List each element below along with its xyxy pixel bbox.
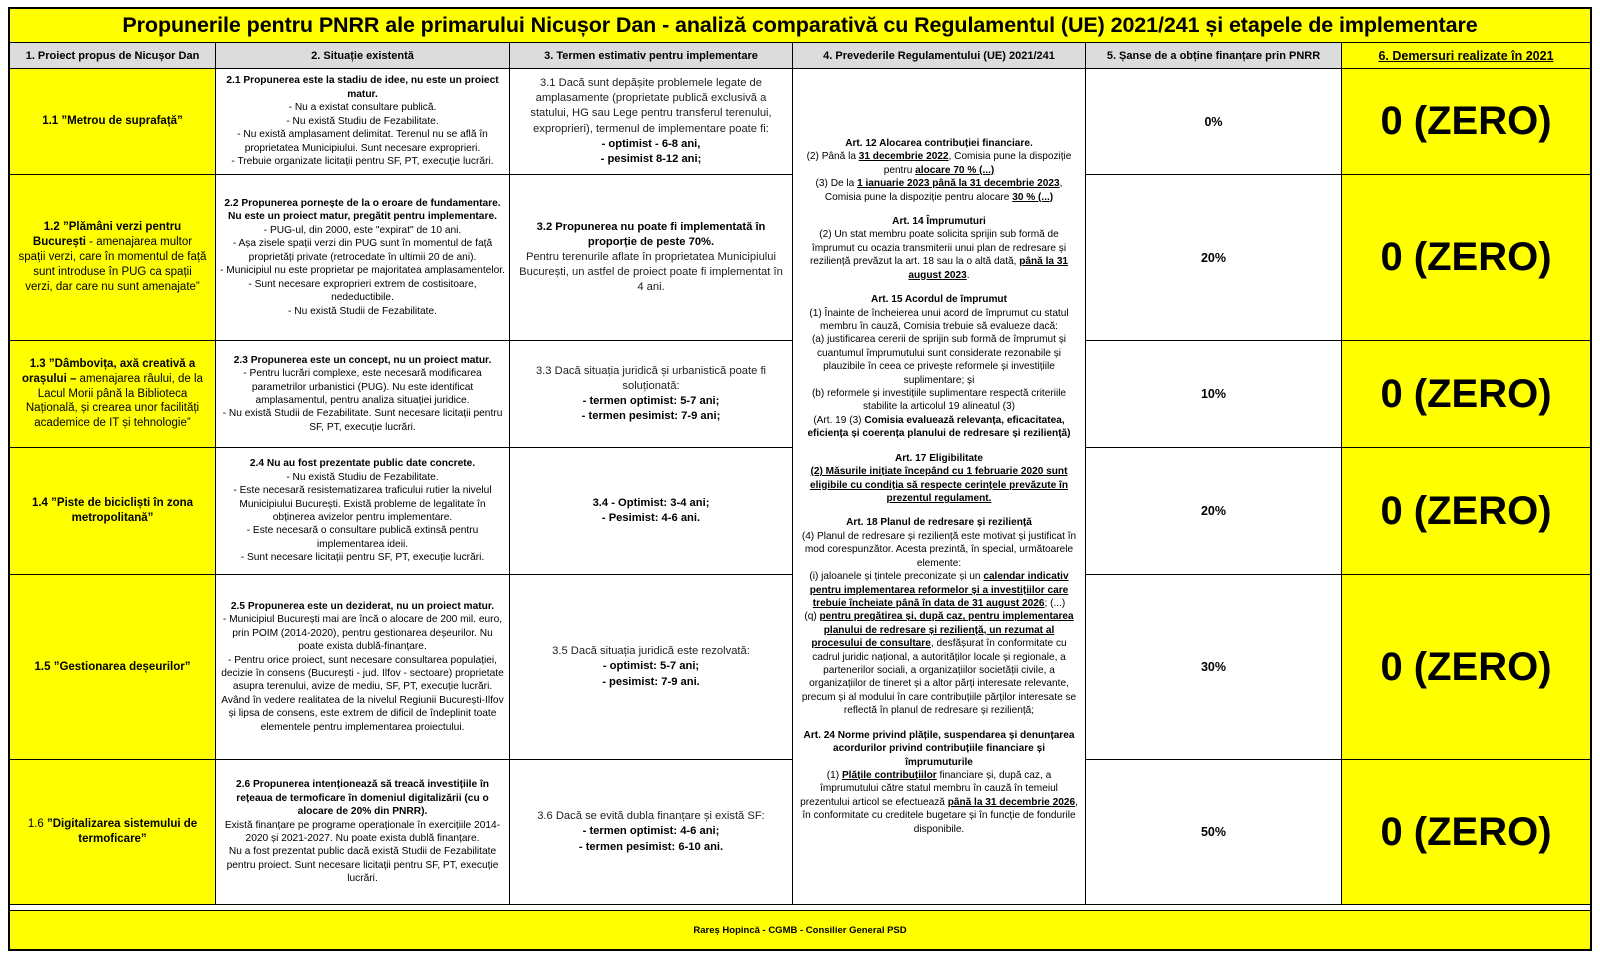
actions-value: 0 (ZERO) (1342, 760, 1590, 905)
term-text: 3.3 Dacă situația juridică și urbanistică poate fi soluționată: (535, 364, 767, 392)
regulation-text: ; (...) (1044, 597, 1066, 609)
project-title: 1.1 ”Metrou de suprafață” (42, 115, 183, 128)
comparison-table (10, 43, 1590, 910)
term-cell (510, 575, 793, 760)
project-number: 1.6 (27, 818, 47, 831)
footer-signature: Rareș Hopincă - CGMB - Consilier General PSD (10, 910, 1590, 949)
chance-value: 30% (1086, 575, 1342, 760)
term-cell (510, 341, 793, 448)
situation-heading: 2.3 Propunerea este un concept, nu un proiect matur. (233, 354, 492, 366)
regulation-art17-text (798, 465, 1080, 505)
column-header-project: 1. Proiect propus de Nicușor Dan (10, 43, 216, 69)
column-header-term: 3. Termen estimativ pentru implementare (510, 43, 793, 69)
project-title: 1.2 ”Plămâni verzi pentru București (32, 221, 182, 249)
term-text: 3.6 Dacă se evită dubla finanțare și există SF: (537, 810, 765, 823)
situation-cell (216, 341, 510, 448)
regulation-text: , Comisia pune la dispoziție pentru (883, 151, 1072, 176)
regulation-art12-p2 (798, 150, 1080, 177)
regulation-art12-title: Art. 12 Alocarea contribuției financiare. (845, 137, 1033, 149)
term-text: 3.5 Dacă situația juridică este rezolvată: (552, 645, 750, 658)
project-description: amenajarea râului, de la Lacul Morii până la Biblioteca Națională, și crearea unor facilități academice de IT și tehnologie” (25, 372, 203, 430)
regulation-deadline: până la 31 decembrie 2026 (947, 796, 1076, 808)
project-title: 1.4 ”Piste de bicicliști în zona metropolitană” (31, 497, 194, 524)
chance-value: 20% (1086, 448, 1342, 575)
term-cell (510, 175, 793, 341)
regulation-art24-text (798, 769, 1080, 836)
regulation-art18-text: (4) Planul de redresare și reziliență este motivat și justificat în mod corespunzător. Acesta prezintă, în special, următoarele elemente: (801, 530, 1077, 569)
chance-value: 0% (1086, 69, 1342, 175)
term-cell (510, 448, 793, 575)
situation-heading: 2.4 Nu au fost prezentate public date concrete. (249, 458, 476, 470)
column-header-actions-label: 6. Demersuri realizate în 2021 (1378, 48, 1554, 63)
situation-cell (216, 575, 510, 760)
regulation-deadline: 1 ianuarie 2023 până la 31 decembrie 2023 (857, 178, 1060, 190)
situation-details: - Nu a existat consultare publică. - Nu există Studiu de Fezabilitate. - Nu există amplasament delimitat. Terenul nu se află în proprietatea Municipiului. Sunt necesare exproprieri. - Trebuie organizate licitații pentru SF, PT, execuție lucrări. (231, 102, 494, 168)
regulation-text: , Comisia pune la dispoziție pentru alocare (824, 178, 1063, 203)
actions-value: 0 (ZERO) (1342, 175, 1590, 341)
situation-cell (216, 760, 510, 905)
regulation-text: . (966, 269, 970, 281)
term-cell (510, 760, 793, 905)
situation-heading: 2.6 Propunerea intenționează să treacă investițiile în rețeaua de termoficare în domeniul digitalizării (cu o alocare de 20% din PNRR). (235, 779, 490, 818)
regulation-art24-title: Art. 24 Norme privind plățile, suspendarea și denunțarea acordurilor privind contribuțiile financiare și împrumuturile (803, 729, 1075, 768)
project-title: 1.5 ”Gestionarea deșeurilor” (34, 660, 191, 673)
actions-value: 0 (ZERO) (1342, 448, 1590, 575)
regulation-deadline: 31 decembrie 2022 (858, 151, 949, 163)
situation-cell (216, 448, 510, 575)
term-estimates: - optimist - 6-8 ani, - pesimist 8-12 ani; (600, 137, 702, 165)
term-estimates: - termen optimist: 4-6 ani; - termen pesimist: 6-10 ani. (578, 825, 724, 853)
regulation-text: financiare și, după caz, a împrumutului către statul membru în cauză în temeiul prezentului articol se efectuează (800, 770, 1058, 808)
document-title: Propunerile pentru PNRR ale primarului Nicușor Dan - analiză comparativă cu Regulamentul (UE) 2021/241 și etapele de implementare (10, 9, 1590, 43)
actions-value: 0 (ZERO) (1342, 69, 1590, 175)
regulation-text: (i) jaloanele și țintele preconizate și un (809, 571, 984, 583)
project-title: 1.3 ”Dâmbovița, axă creativă a orașului – (22, 357, 196, 385)
project-cell (10, 760, 216, 905)
situation-cell (216, 69, 510, 175)
situation-details: - Municipiul București mai are încă o alocare de 200 mil. euro, prin POIM (2014-2020), pentru gestionarea deșeurilor. Nu poate exista dublă-finanțare. - Pentru orice proiect, sunt necesare consultarea populației, decizie în consens (București - jud. Ilfov - sectoare) proprietate asupra terenului, avize de mediu, SF, PT, execuție lucrări. Având în vedere realitatea de la nivelul Regiunii București-Ilfov și lipsa de consens, este extrem de dificil de îndeplinit toate elementele pentru implementarea proiectului. (221, 614, 504, 733)
document-sheet (8, 7, 1592, 951)
regulation-text: (2) Până la (806, 151, 859, 163)
situation-heading: 2.5 Propunerea este un deziderat, nu un proiect matur. (230, 600, 495, 612)
regulation-art18-q (798, 610, 1080, 717)
situation-heading: 2.2 Propunerea pornește de la o eroare de fundamentare. Nu este un proiect matur, pregătit pentru implementare. (224, 197, 501, 223)
project-cell (10, 448, 216, 575)
regulation-deadline: până la 31 august 2023 (908, 256, 1069, 281)
regulation-allocation: alocare 70 % (...) (915, 164, 995, 176)
term-estimates: - termen optimist: 5-7 ani; - termen pesimist: 7-9 ani; (581, 395, 721, 423)
regulation-emphasis: pentru pregătirea și, după caz, pentru implementarea planului de redresare și reziliență, un rezumat al procesului de consultare (811, 611, 1074, 650)
chance-value: 20% (1086, 175, 1342, 341)
regulation-art18-i (798, 570, 1080, 610)
regulation-art14-text (798, 228, 1080, 282)
regulation-text: (Art. 19 (3) (813, 414, 865, 426)
project-description: - amenajarea multor spații verzi, care în momentul de față sunt introduse în PUG ca spații verzi, dar care nu sunt amenajate” (18, 236, 207, 293)
column-header-actions (1342, 43, 1590, 69)
situation-details: - Pentru lucrări complexe, este necesară modificarea parametrilor urbanistici (PUG). Nu este identificat amplasamentul, pentru analiza situației juridice. - Nu există Studii de Fezabilitate. Sunt necesare licitații pentru SF, PT, execuție lucrări. (222, 368, 503, 433)
term-estimates: - optimist: 5-7 ani; - pesimist: 7-9 ani. (602, 660, 700, 688)
term-text: 3.1 Dacă sunt depășite problemele legate de amplasamente (proprietate publică exclusivă a statului, HG sau Lege pentru transferul terenului, exproprieri), termenul de implementare poate fi: (530, 77, 772, 135)
regulation-text: (2) Un stat membru poate solicita sprijin sub formă de împrumut cu ocazia transmiterii unui plan de redresare și reziliență prevăzut la art. 18 sau la o altă dată, (809, 229, 1067, 268)
actions-value: 0 (ZERO) (1342, 575, 1590, 760)
regulation-text: , desfășurat în conformitate cu cadrul juridic național, a autorităților locale și regionale, a partenerilor sociali, a organizațiilor societății civile, a organizațiilor de tineret și a altor părți interesate relevante, precum și al modului în care contribuțiile părților interesate se reflectă în planul de redresare și reziliență; (801, 638, 1077, 717)
regulation-text: (3) De la (815, 178, 858, 190)
term-cell (510, 69, 793, 175)
regulation-text: , în conformitate cu creditele bugetare și în funcție de fondurile disponibile. (802, 796, 1078, 835)
situation-details: - Nu există Studiu de Fezabilitate. - Este necesară resistematizarea traficului rutier la nivelul Municipiului București. Există probleme de legalitate în obținerea avizelor pentru implementare. - Este necesară o consultare publică extinsă pentru implementarea ideii. - Sunt necesare licitații pentru SF, PT, execuție lucrări. (233, 471, 492, 564)
term-estimates: 3.4 - Optimist: 3-4 ani; - Pesimist: 4-6 ani. (592, 496, 710, 524)
project-cell (10, 69, 216, 175)
situation-details: Există finanțare pe programe operaționale în exercițiile 2014-2020 și 2021-2027. Nu poate exista dublă finanțare. Nu a fost prezentat public dacă există Studii de Fezabilitate pentru proiect. Sunt necesare licitații pentru SF, PT, execuție lucrări. (224, 819, 501, 885)
project-cell (10, 341, 216, 448)
project-cell (10, 175, 216, 341)
regulation-text: (1) (826, 770, 842, 782)
term-text: Pentru terenurile aflate în proprietatea Municipiului București, un astfel de proiect poate fi implementat în 4 ani. (519, 250, 783, 294)
chance-value: 10% (1086, 341, 1342, 448)
project-cell (10, 575, 216, 760)
regulation-art18-title: Art. 18 Planul de redresare și reziliență (846, 517, 1032, 529)
regulation-art17-title: Art. 17 Eligibilitate (894, 452, 984, 464)
regulation-art15-text: (1) Înainte de încheierea unui acord de împrumut cu statul membru în cauză, Comisia trebuie să evalueze dacă: (a) justificarea cererii de sprijin sub formă de împrumut și cuantumul împrumutului sunt considerate rezonabile și plauzibile în ceea ce privește reformele și investițiile suplimentare; și (b) reformele și investițiile suplimentare respectă criteriile stabilite la articolul 19 alineatul (3) (809, 307, 1069, 413)
regulation-emphasis: Plățile contribuțiilor (841, 770, 937, 782)
regulation-provisions (793, 69, 1086, 905)
regulation-emphasis: (2) Măsurile inițiate începând cu 1 februarie 2020 sunt eligibile cu condiția să respecte cerințele prevăzute în prezentul regulament. (809, 466, 1069, 504)
actions-value: 0 (ZERO) (1342, 341, 1590, 448)
regulation-allocation: 30 % (...) (1012, 191, 1054, 203)
regulation-art12-p3 (798, 177, 1080, 204)
column-header-situation: 2. Situație existentă (216, 43, 510, 69)
regulation-art19 (798, 414, 1080, 441)
situation-details: - PUG-ul, din 2000, este "expirat" de 10 ani. - Așa zisele spații verzi din PUG sunt în momentul de față proprietăți private (retrocedate în ultimii 20 de ani). - Municipiul nu este proprietar pe majoritatea amplasamentelor. - Sunt necesare exproprieri extrem de costisitoare, nedeductibile. - Nu există Studii de Fezabilitate. (220, 224, 505, 317)
project-title: ”Digitalizarea sistemului de termoficare” (47, 818, 198, 845)
regulation-text: (q) (804, 611, 820, 623)
regulation-art14-title: Art. 14 Împrumuturi (892, 215, 986, 227)
column-header-chances: 5. Șanse de a obține finanțare prin PNRR (1086, 43, 1342, 69)
situation-cell (216, 175, 510, 341)
regulation-art15-title: Art. 15 Acordul de împrumut (871, 294, 1007, 306)
regulation-emphasis: Comisia evaluează relevanța, eficacitatea, eficiența și coerența planului de redresare și reziliență) (807, 414, 1071, 440)
regulation-emphasis: calendar indicativ pentru implementarea reformelor și a investițiilor care trebuie încheiate până în data de 31 august 2026 (809, 571, 1069, 609)
term-estimates: 3.2 Propunerea nu poate fi implementată în proporție de peste 70%. (536, 220, 766, 248)
chance-value: 50% (1086, 760, 1342, 905)
column-header-regulation: 4. Prevederile Regulamentului (UE) 2021/241 (793, 43, 1086, 69)
situation-heading: 2.1 Propunerea este la stadiu de idee, nu este un proiect matur. (226, 75, 499, 100)
